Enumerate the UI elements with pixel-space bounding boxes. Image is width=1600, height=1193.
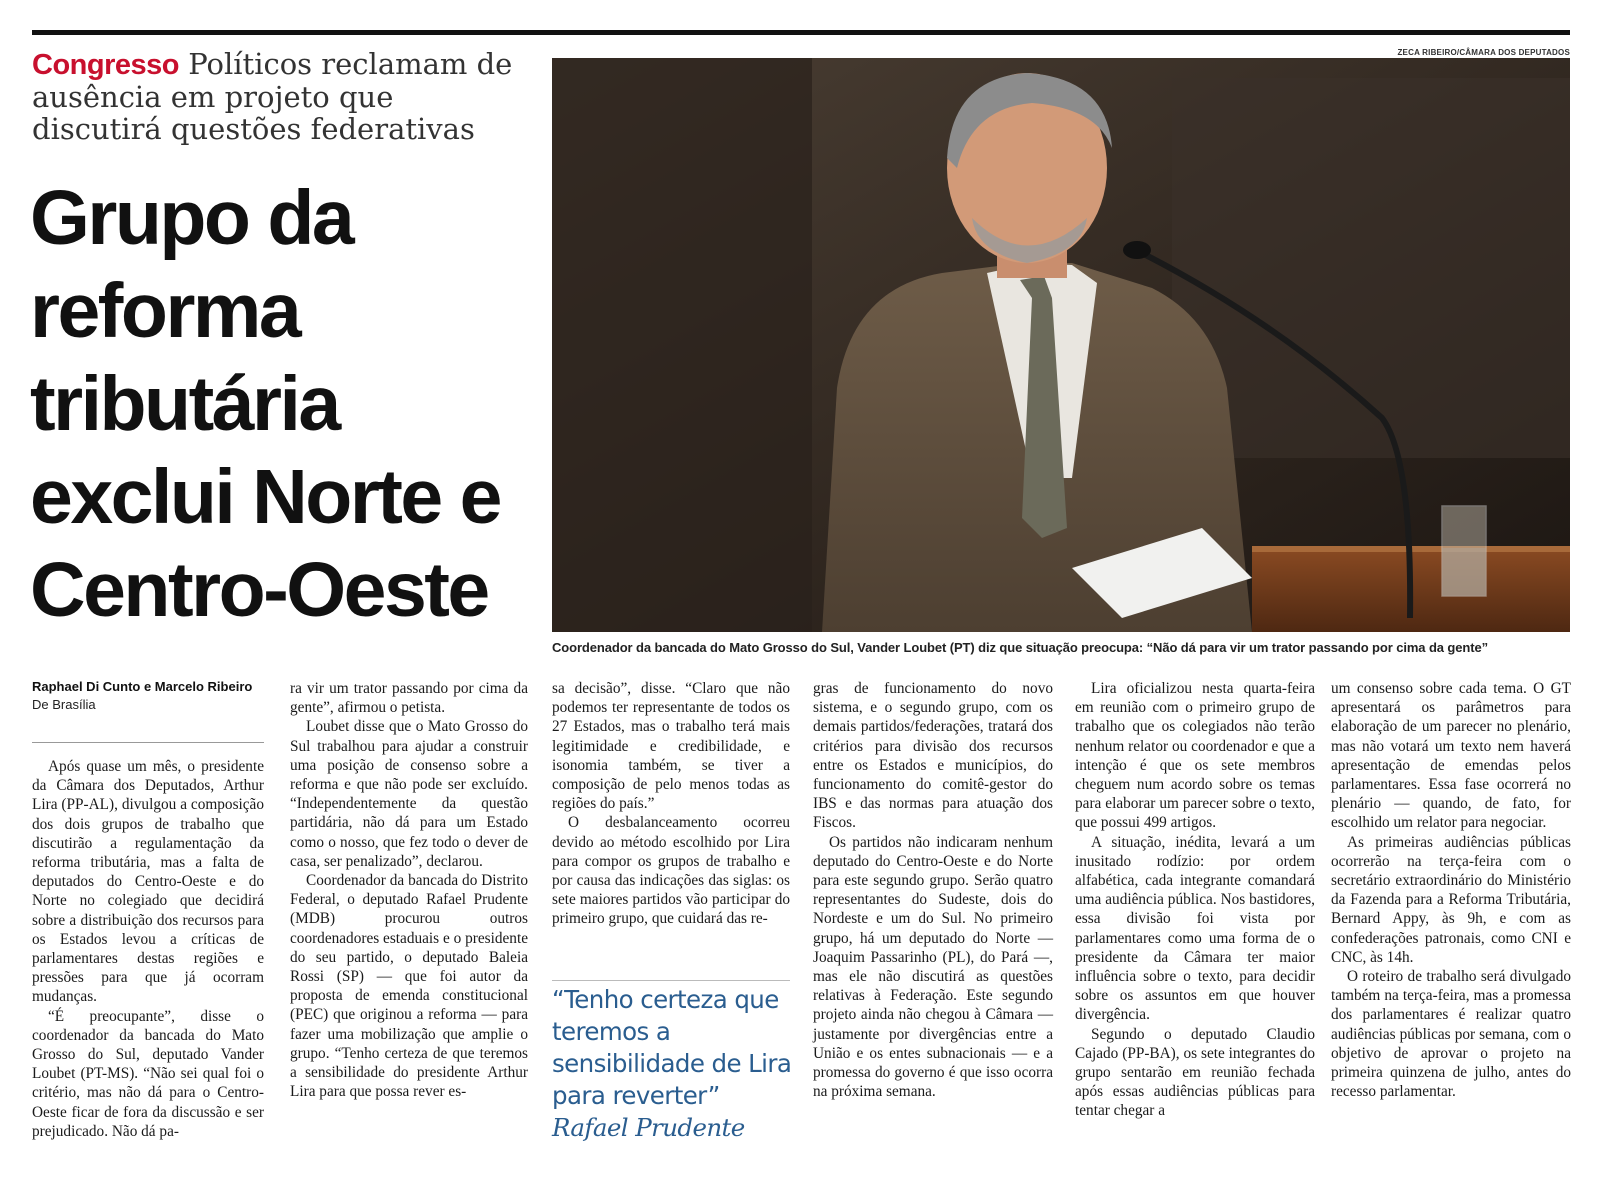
pullquote-text: “Tenho certeza que teremos a sensibilidade de Lira para reverter”: [552, 985, 792, 1110]
paragraph: ra vir um trator passando por cima da gente”, afirmou o petista.: [290, 680, 528, 717]
paragraph: A situação, inédita, levará a um inusitado rodízio: por ordem alfabética, cada integrante comandará uma audiência pública. Nos bastidores, essa divisão foi vista por parlamentares como uma forma de o presidente da Câmara ter maior influência sobre o texto, para decidir sobre os assuntos em que houver divergência.: [1075, 833, 1315, 1024]
paragraph: Os partidos não indicaram nenhum deputado do Centro-Oeste e do Norte para este segundo grupo. Serão quatro representantes do Sudeste, dois do Nordeste e um do Sul. No primeiro grupo, há um deputado do Norte — Joaquim Passarinho (PL), do Pará —, mas ele não discutirá as questões relativas à Federação. Este segundo projeto ainda não chegou à Câmara — justamente por divergências entre a União e os entes subnacionais — e a promessa do governo é que isso ocorra na próxima semana.: [813, 833, 1053, 1101]
byline-authors: Raphael Di Cunto e Marcelo Ribeiro: [32, 679, 253, 694]
photo-credit: ZECA RIBEIRO/CÂMARA DOS DEPUTADOS: [1397, 48, 1570, 57]
article-photo: [552, 58, 1570, 632]
pullquote-author: Rafael Prudente: [552, 1113, 745, 1142]
article-column-5: [1075, 679, 1315, 1121]
paragraph: “É preocupante”, disse o coordenador da bancada do Mato Grosso do Sul, deputado Vander Loubet (PT-MS). “Não sei qual foi o critério, mas não dá para o Centro-Oeste ficar de fora da discussão e ser prejudicado. Não dá pa-: [32, 1007, 264, 1140]
paragraph: gras de funcionamento do novo sistema, e o segundo grupo, com os demais partidos/federações, tratará dos critérios para divisão dos recursos entre os Estados e municípios, do funcionamento do comitê-gestor do IBS e das normas para atuação dos Fiscos.: [813, 680, 1053, 832]
byline-rule: [32, 742, 264, 743]
paragraph: O roteiro de trabalho será divulgado também na terça-feira, mas a promessa dos parlamentares é realizar quatro audiências públicas por semana, com o objetivo de aprovar o projeto na primeira quinzena de julho, antes do recesso parlamentar.: [1331, 968, 1571, 1101]
byline: [32, 678, 264, 714]
paragraph: sa decisão”, disse. “Claro que não podemos ter representante de todos os 27 Estados, mas o trabalho terá mais legitimidade e credibilidade, e isonomia também, se tiver a composição de pelo menos todas as regiões do país.”: [552, 680, 790, 813]
article-column-1: [32, 757, 264, 1141]
byline-place: De Brasília: [32, 697, 96, 712]
speaker-illustration: [552, 58, 1570, 632]
article-column-2: [290, 679, 528, 1101]
kicker: [32, 48, 532, 145]
photo-caption: Coordenador da bancada do Mato Grosso do Sul, Vander Loubet (PT) diz que situação preocupa: “Não dá para vir um trator passando por cima da gente”: [552, 640, 1488, 655]
paragraph: um consenso sobre cada tema. O GT apresentará os parâmetros para elaboração de um parecer no plenário, mas não votará um texto nem haverá apresentação de emendas pelos parlamentares. Essa fase ocorrerá no plenário — quando, de fato, for escolhido um relator para negociar.: [1331, 680, 1571, 832]
article-column-4: [813, 679, 1053, 1101]
pullquote: [552, 984, 792, 1144]
paragraph: Segundo o deputado Claudio Cajado (PP-BA), os sete integrantes do grupo sentarão em reunião fechada após essas audiências públicas para tentar chegar a: [1075, 1025, 1315, 1120]
top-rule: [32, 30, 1570, 35]
paragraph: Após quase um mês, o presidente da Câmara dos Deputados, Arthur Lira (PP-AL), divulgou a composição dos dois grupos de trabalho que discutirão a regulamentação da reforma tributária, mas a falta de deputados do Centro-Oeste e do Norte no colegiado que decidirá sobre a distribuição dos recursos para os Estados levou a críticas de parlamentares destas regiões e pressões para que já ocorram mudanças.: [32, 758, 264, 1006]
subhead: Políticos reclamam de ausência em projeto que discutirá questões federativas: [32, 47, 513, 146]
paragraph: Lira oficializou nesta quarta-feira em reunião com o primeiro grupo de trabalho que os colegiados não terão nenhum relator ou coordenador e que a intenção é que os sete membros cheguem num acordo sobre os temas para elaborar um parecer sobre o texto, que possui 499 artigos.: [1075, 680, 1315, 832]
paragraph: Coordenador da bancada do Distrito Federal, o deputado Rafael Prudente (MDB) procurou outros coordenadores estaduais e o presidente do seu partido, o deputado Baleia Rossi (SP) — que foi autor da proposta de emenda constitucional (PEC) que originou a reforma — para fazer uma mobilização que amplie o grupo. “Tenho certeza de que teremos a sensibilidade do presidente Arthur Lira para que possa rever es-: [290, 872, 528, 1101]
headline: Grupo da reforma tributária exclui Norte e Centro-Oeste: [30, 175, 500, 633]
paragraph: O desbalanceamento ocorreu devido ao método escolhido por Lira para compor os grupos de trabalho e por causa das indicações das siglas: os sete maiores partidos vão participar do primeiro grupo, que cuidará das re-: [552, 814, 790, 928]
paragraph: Loubet disse que o Mato Grosso do Sul trabalhou para ajudar a construir uma posição de consenso sobre a reforma e que não pode ser excluído. “Independentemente da questão partidária, não dá para um Estado como o nosso, que fez todo o dever de casa, ser penalizado”, declarou.: [290, 718, 528, 870]
paragraph: As primeiras audiências públicas ocorrerão na terça-feira com o secretário extraordinário do Ministério da Fazenda para a Reforma Tributária, Bernard Appy, às 9h, e com as confederações patronais, como CNI e CNC, às 14h.: [1331, 833, 1571, 966]
article-column-3: [552, 679, 790, 929]
section-label: Congresso: [32, 49, 179, 81]
pullquote-rule: [552, 980, 790, 981]
article-column-6: [1331, 679, 1571, 1101]
